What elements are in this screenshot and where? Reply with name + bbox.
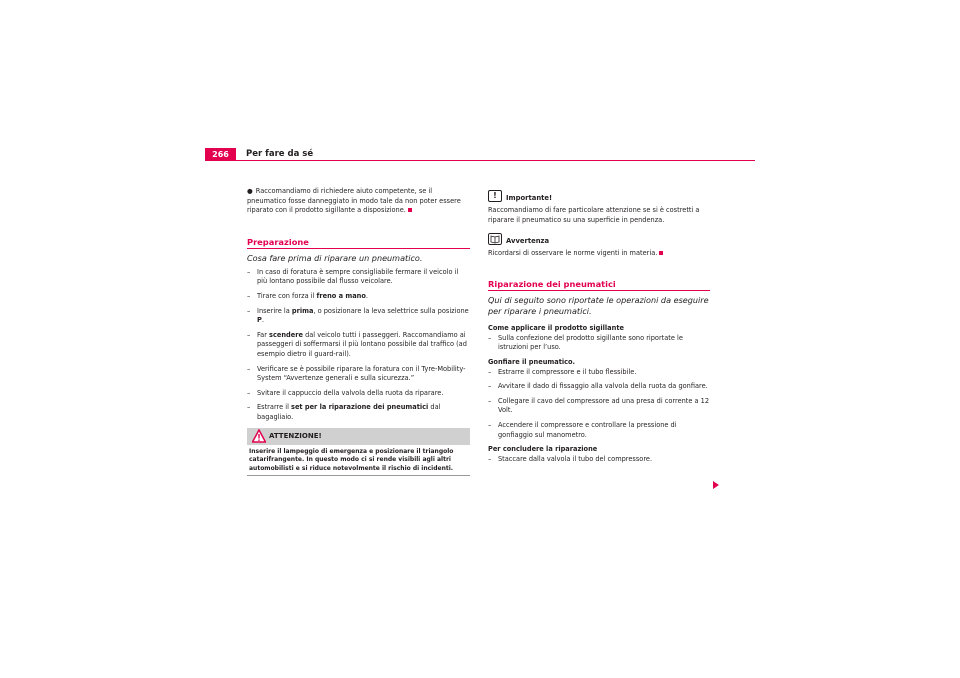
note-header <box>488 233 710 249</box>
end-mark-icon <box>659 251 663 255</box>
note-text: Ricordarsi di osservare le norme vigenti in materia. <box>488 249 710 259</box>
list-item: – Inserire la prima, o posizionare la leva selettrice sulla posizione P. <box>247 306 469 325</box>
subheading: Gonfiare il pneumatico. <box>488 357 576 366</box>
section-title-preparazione: Preparazione <box>247 236 309 247</box>
list-item: – Sulla confezione del prodotto sigillante sono riportate le istruzioni per l’uso. <box>488 333 683 352</box>
important-text: Raccomandiamo di fare particolare attenzione se si è costretti a riparare il pneumatico su una superficie in pendenza. <box>488 206 700 224</box>
list-item: – Avvitare il dado di fissaggio alla valvola della ruota da gonfiare. <box>488 382 708 391</box>
header-rule <box>205 160 755 161</box>
left-column <box>247 187 470 476</box>
list-item: – Svitare il cappuccio della valvola della ruota da riparare. <box>247 388 444 397</box>
list-item: – Collegare il cavo del compressore ad una presa di corrente a 12 Volt. <box>488 396 710 415</box>
list-item: – Tirare con forza il freno a mano. <box>247 291 369 300</box>
list-item: – Accendere il compressore e controllare la pressione di gonfiaggio sul manometro. <box>488 420 677 439</box>
page-header <box>205 148 755 161</box>
right-column <box>488 190 710 469</box>
continue-arrow-icon <box>713 481 719 489</box>
section-rule <box>247 248 470 249</box>
list-item: – In caso di foratura è sempre consigliabile fermare il veicolo il più lontano possibile dal flusso veicolare. <box>247 267 459 286</box>
list-item: – Verificare se è possibile riparare la foratura con il Tyre-Mobility-System “Avvertenze generali e sulla sicurezza.” <box>247 364 466 383</box>
page-number: 266 <box>205 148 236 161</box>
list-item: – Far scendere dal veicolo tutti i passeggeri. Raccomandiamo ai passeggeri di soffermarsi il più lontano possibile dal traffico (ad esempio dietro il guard-rail). <box>247 330 467 358</box>
list-item: – Estrarre il set per la riparazione dei pneumatici dal bagagliaio. <box>247 403 441 421</box>
warning-triangle-icon <box>252 429 266 443</box>
list-item: – Staccare dalla valvola il tubo del compressore. <box>488 454 653 463</box>
exclamation-icon: ! <box>488 190 502 202</box>
important-title: Importante! <box>506 194 553 202</box>
section-rule <box>488 290 710 291</box>
warning-text: Inserire il lampeggio di emergenza e posizionare il triangolo catarifrangente. In questo modo ci si rende visibili agli altri automobilisti e si riduce notevolmente il rischio di incidenti. <box>247 445 470 477</box>
end-mark-icon <box>408 208 412 212</box>
note-title: Avvertenza <box>506 237 550 246</box>
running-title: Per fare da sé <box>246 149 314 159</box>
bullet-icon: ● <box>247 187 253 195</box>
list-item: – Estrarre il compressore e il tubo flessibile. <box>488 367 637 376</box>
subheading: Come applicare il prodotto sigillante <box>488 324 624 333</box>
book-icon <box>488 233 502 245</box>
warning-header <box>247 428 470 445</box>
important-header <box>488 190 710 206</box>
subheading: Per concludere la riparazione <box>488 445 598 454</box>
warning-box <box>247 428 470 477</box>
warning-title: ATTENZIONE! <box>269 431 322 440</box>
section-subtitle: Qui di seguito sono riportate le operazioni da eseguire per riparare i pneumatici. <box>488 295 709 316</box>
intro-bullet: ● Raccomandiamo di richiedere aiuto competente, se il pneumatico fosse danneggiato in modo tale da non poter essere riparato con il prodotto sigillante a disposizione. <box>247 187 461 215</box>
section-title-riparazione: Riparazione dei pneumatici <box>488 278 616 289</box>
section-subtitle: Cosa fare prima di riparare un pneumatico. <box>247 253 423 264</box>
